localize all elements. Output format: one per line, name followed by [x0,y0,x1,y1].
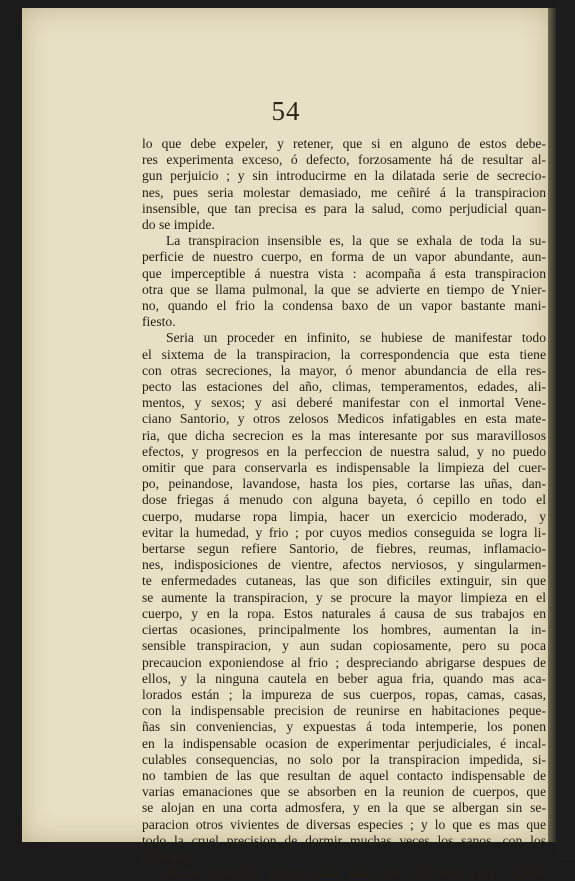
text-line: do se impide. [142,217,215,233]
text-line: evitar la humedad, y frio ; por cuyos medios conseguida se logra li- [142,524,546,540]
body-text [142,136,546,881]
text-line: culables consequencias, no solo por la transpiracion impedida, si- [142,751,546,767]
text-line: pecto las estaciones del año, climas, temperamentos, edades, ali- [142,379,546,395]
text-line: ñas sin conveniencias, y expuestas á toda intemperie, los ponen [142,719,546,735]
text-line: se alojan en una corta admosfera, y en la que se albergan sin se- [142,800,546,816]
text-line: con la indispensable precision de reunirse en habitaciones peque- [142,703,546,719]
text-line: fiesto. [142,314,176,330]
text-line: gun perjuicio ; y sin introducirme en la dilatada serie de secrecio- [142,168,546,184]
text-line: nes, indisposiciones de vientre, afectos nerviosos, y singularmen- [142,557,546,573]
page-number: 54 [271,96,301,126]
book-spine [556,0,575,860]
text-line: enfermos. [142,848,196,864]
text-line: sensible transpiracion, y aun sudan copiosamente, pero su poca [142,638,546,654]
text-line: con otras secreciones, la mayor, ó menor abundancia de ella res- [142,362,546,378]
text-line: no, quando el frio la condensa baxo de un vapor bastante mani- [142,298,546,314]
book-page [22,8,550,881]
text-line: varias emanaciones que se absorben en la reunion de cuerpos, que [142,784,546,800]
text-line: no tambien de las que resultan de aquel contacto indispensable de [142,767,546,783]
text-line: se aumente la transpiracion, y se procure la mayor limpieza en el [142,589,546,605]
text-line: res experimenta exceso, ó defecto, forzosamente há de resultar al- [142,152,546,168]
text-line: te enfermedades cutaneas, las que son dificiles extinguir, sin que [142,573,546,589]
text-line: mentos, y sexos; y asi deberé manifestar con el inmortal Vene- [142,395,546,411]
text-line: dose friegas á menudo con alguna bayeta, ó cepillo en todo el [142,492,546,508]
text-line: todo la cruel precision de dormir muchas veces los sanos, con los [142,832,546,848]
page-edge-shadow [548,8,556,842]
text-line: efectos, y progresos en la perfeccion de nuestra salud, y no puedo [142,443,546,459]
text-line: ellos, y la ninguna cautela en beber agua fria, quando mas aca- [142,670,546,686]
text-line: paracion otros vivientes de diversas especies ; y lo que es mas que [142,816,546,832]
text-line: ria, que dicha secrecion es la mas interesante por sus maravillosos [142,427,546,443]
text-line: po, peinandose, lavandose, hasta los pies, cortarse las uñas, dan- [142,476,546,492]
text-line: cuerpo, y en la ropa. Estos naturales á causa de sus trabajos en [142,605,546,621]
text-line: nes, pues seria molestar demasiado, me ceñiré á la transpiracion [142,184,546,200]
text-line: otra que se llama pulmonal, la que se advierte en tiempo de Ynier- [142,281,546,297]
text-line: el sixtema de la transpiracion, la correspondencia que esta tiene [142,346,546,362]
text-line: ciertas ocasiones, principalmente los hombres, aumentan la in- [142,622,546,638]
text-line: lo que debe expeler, y retener, que si en alguno de estos debe- [142,136,546,151]
text-line: Puede agregarse como causa mas que suficiente para impedir [166,865,546,881]
text-line: cuerpo, mudarse ropa limpia, hacer un exercicio moderado, y [142,508,546,524]
text-line: La transpiracion insensible es, la que se exhala de toda la su- [166,233,546,249]
text-line: ciano Santorio, y otros zelosos Medicos infatigables en esta mate- [142,411,546,427]
text-line: insensible, que tan precisa es para la salud, como perjudicial quan- [142,200,546,216]
text-line: bertarse segun refiere Santorio, de fiebres, reumas, inflamacio- [142,541,546,557]
text-line: en la indispensable ocasion de experimentar perjudiciales, é incal- [142,735,546,751]
text-line: perficie de nuestro cuerpo, en forma de un vapor abundante, aun- [142,249,546,265]
text-line: omitir que para conservarla es indispensable la limpieza del cuer- [142,460,546,476]
text-line: que imperceptible á nuestra vista : acompaña á esta transpiracion [142,265,546,281]
text-line: precaucion exponiendose al frio ; despreciando abrigarse despues de [142,654,546,670]
text-line: lorados están ; la impureza de sus cuerpos, ropas, camas, casas, [142,686,546,702]
text-line: Seria un proceder en infinito, se hubiese de manifestar todo [166,330,546,346]
